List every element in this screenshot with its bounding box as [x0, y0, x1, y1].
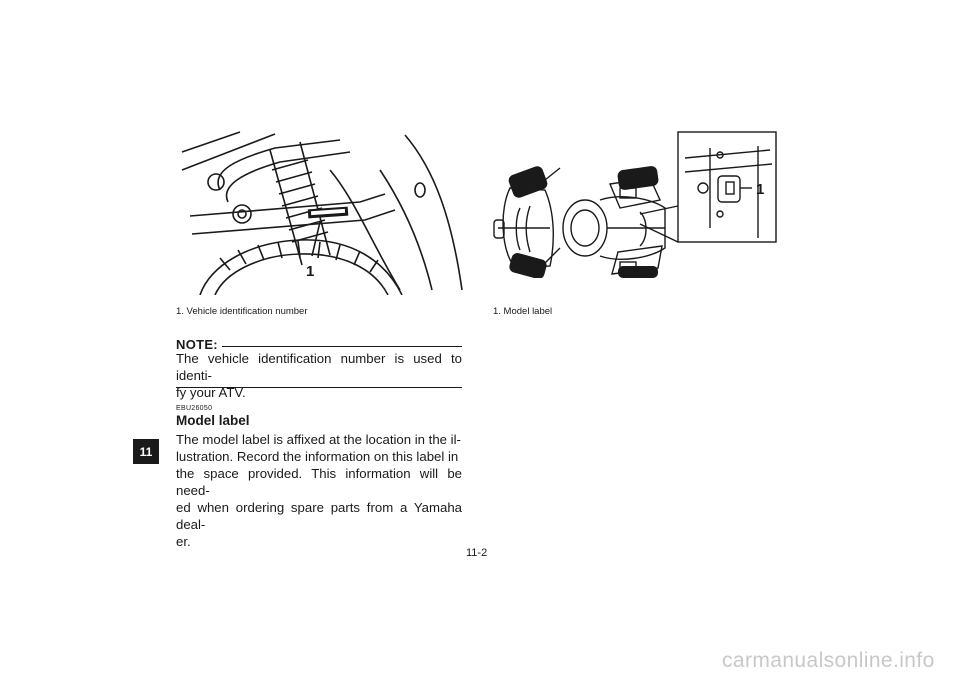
- note-bottom-rule: [176, 387, 462, 388]
- model-label-callout-number: 1: [756, 181, 765, 198]
- vin-callout-number: 1: [306, 263, 315, 280]
- section-line: er.: [176, 534, 191, 549]
- note-heading: NOTE:: [176, 337, 218, 352]
- page-number: 11-2: [466, 547, 488, 559]
- note-line: fy your ATV.: [176, 385, 246, 400]
- model-label-illustration: [490, 128, 780, 278]
- section-line: lustration. Record the information on this label in: [176, 449, 459, 464]
- section-line: The model label is affixed at the location in the il-: [176, 432, 461, 447]
- watermark: carmanualsonline.info: [722, 649, 935, 672]
- note-body: [176, 350, 462, 401]
- section-title: Model label: [176, 413, 250, 428]
- model-label-figure-caption: 1. Model label: [493, 306, 553, 317]
- section-line: the space provided. This information will be need-: [176, 466, 462, 498]
- note-top-rule: [222, 346, 462, 347]
- section-code: EBU26050: [176, 405, 213, 412]
- note-line: The vehicle identification number is used to identi-: [176, 351, 462, 383]
- section-line: ed when ordering spare parts from a Yamaha deal-: [176, 500, 462, 532]
- chapter-tab: 11: [133, 439, 159, 464]
- vin-figure-caption: 1. Vehicle identification number: [176, 306, 308, 317]
- section-body: [176, 431, 462, 550]
- vin-location-illustration: [180, 130, 465, 295]
